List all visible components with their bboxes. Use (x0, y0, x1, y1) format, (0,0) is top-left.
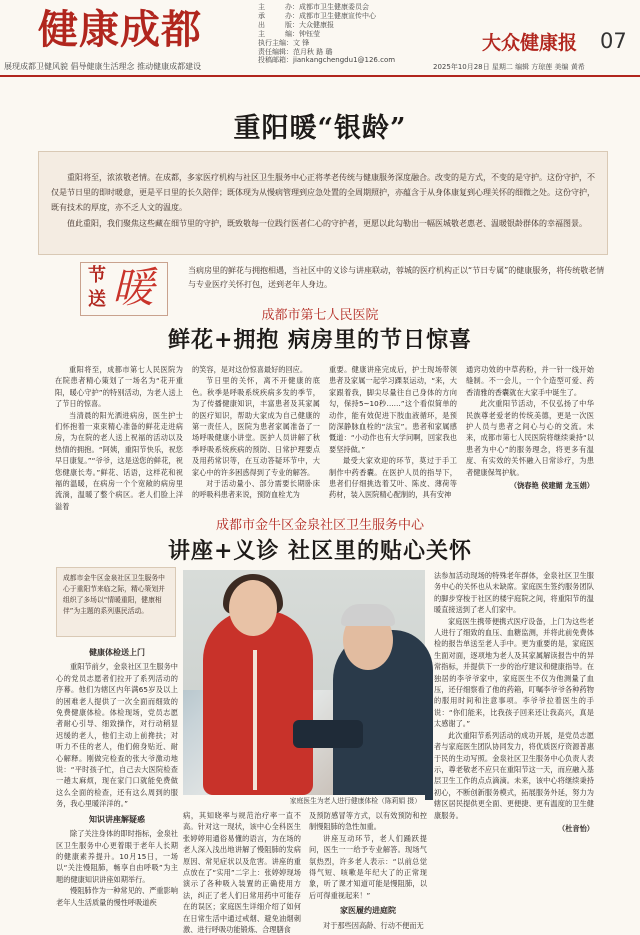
intro-text (51, 170, 595, 231)
credit-row: 责任编辑：范月秋 路 璐 (258, 47, 333, 56)
paragraph: 病，其知晓率与规范治疗率一直不高。针对这一现状，该中心全科医生张婷婷用通俗易懂的语言，为在场的老人深入浅出地讲解了慢阻肺的发病原因、常见症状以及危害。讲座的重点放在了“实用”二字上：张婷婷现场演示了各种吸入装置的正确使用方法，纠正了老人们日常用药中可能存在的误区；家庭医生详细介绍了如何在日常生活中通过戒烟、避免油烟刺激、进行呼吸功能锻炼、合理膳食 (183, 811, 301, 935)
subheading: 知识讲座解疑惑 (89, 814, 145, 824)
paragraph: 的笑容，是对这份惊喜最好的回应。 (192, 365, 308, 374)
article1-title: 鲜花+拥抱 病房里的节日惊喜 (167, 327, 473, 353)
paragraph: 通窍功效的中草药粉，并一针一线开始缝制。不一会儿，一个个造型可爱、药香清雅的香囊就在大家手中诞生了。 (466, 365, 594, 397)
photo-blood-pressure-cuff (293, 720, 363, 748)
paragraph: 重阳节前夕，金泉社区卫生服务中心的党员志愿者们拉开了系列活动的序幕。他们为辖区内年满65岁及以上的困难老人提供了一次全面而细致的免费健康体检。体检现场，党员志愿者耐心引导、细致操作，对行动稍显迟缓的老人，他们主动上前搀扶；对听力不佳的老人，他们俯身贴近、耐心解释。刚做完检查的张大爷激动地说：“平时孩子忙，自己去大医院检查一趟太麻烦，现在家门口就能免费做这么全面的检查，还有这么周到的服务，我心里暖洋洋的。” (56, 662, 178, 809)
intro-paragraph: 重阳将至，浓浓敬老情。在成都，多家医疗机构与社区卫生服务中心正将孝老传统与健康服务深度融合。改变的是方式，不变的是守护。这份守护，不仅是节日里的即时暖意，更是平日里的长久陪伴；既体现为从慢病管理到应急处置的全周期照护，亦蕴含于从身体康复到心理关怀的细微之处。这份守护，既有技术的厚度，亦不乏人文的温度。 (51, 173, 595, 213)
paragraph: 除了关注身体的即时指标，金泉社区卫生服务中心更着眼于老年人长期的健康素养提升。10月15日，一场以“关注慢阻肺，畅享自由呼吸”为主题的健康知识讲座如期举行。 (56, 829, 178, 884)
credit-row: 投稿邮箱：jiankangchengdu1@126.com (258, 56, 396, 65)
photo-vest-detail (253, 650, 257, 790)
paragraph: 及预防感冒等方式，以有效预防和控制慢阻肺的急性加重。 (309, 811, 427, 832)
paragraph: 法参加活动现场的特殊老年群体，金泉社区卫生服务中心的关怀也从未缺席。家庭医生签约服务团队的脚步穿梭于社区的楼宇庭院之间，将重阳节的温暖直接送到了老人们家中。 (434, 571, 594, 615)
paragraph: 慢阻肺作为一种常见的、严重影响老年人生活质量的慢性呼吸道疾 (56, 886, 178, 907)
credit-row: 主 办：成都市卫生健康委员会 (258, 3, 369, 11)
paragraph: 讲座互动环节，老人们踊跃提问，医生一一给予专业解答。现场气氛热烈，许多老人表示：“以前总觉得气短、咳嗽是年纪大了的正常现象，听了课才知道可能是慢阻肺，以后可得重视起来！” (309, 833, 427, 900)
article1-column (466, 364, 594, 491)
subheading: 家医履约进庭院 (340, 906, 396, 916)
paragraph: 重要。健康讲座完成后，护士现场带领患者及家属一起学习踝泵运动，“来，大家跟着我，脚尖尽量往自己身体的方向勾，保持5~10秒……”这个看似简单的动作，能有效促进下肢血液循环，是预防深静脉血栓的“法宝”。患者和家属感慨道：“小动作也有大学问啊，回家我也要坚持做。” (329, 365, 457, 454)
article1-column (192, 364, 320, 501)
article2-kicker: 成都市金牛区金泉社区卫生服务中心 (215, 518, 424, 533)
page-headline: 重阳暖“银龄” (233, 113, 407, 144)
photo-doctor-figure (203, 610, 313, 795)
credit-row: 出 版：大众健康报 (258, 20, 334, 29)
photo-patient-hair (341, 604, 395, 626)
paragraph: 对于那些因高龄、行动不便而无 (323, 920, 424, 930)
newspaper-logo: 大众健康报 (482, 32, 578, 54)
byline: （杜音怡） (558, 823, 594, 833)
credit-row: 执行主编：文 锋 (258, 38, 310, 47)
article2-column (56, 643, 178, 908)
section-tagline: 展现成都卫健风貌 倡导健康生活理念 推动健康成都建设 (4, 62, 202, 71)
article2-lede: 成都市金牛区金泉社区卫生服务中心于重阳节来临之际，精心策划并组织了多场以“情暖重阳，健康相伴”为主题的系列惠民活动。 (56, 567, 176, 637)
credit-row: 主 编：钟钰莹 (258, 29, 320, 38)
intro-box (38, 151, 608, 255)
credits-block (258, 3, 395, 65)
page-number: 07 (600, 29, 627, 53)
newspaper-section-title: 健康成都 (38, 7, 202, 53)
masthead-divider (0, 75, 640, 77)
photo-doctor-head (229, 580, 277, 636)
issue-date-editors: 2025年10月28日 星期二 编辑 方琼莲 美编 黄希 (433, 63, 585, 71)
subheading: 健康体检送上门 (89, 648, 145, 657)
badge-big-char: 暖 (112, 263, 155, 312)
news-photo (183, 570, 425, 795)
article2-column (434, 570, 594, 834)
intro-paragraph: 值此重阳，我们聚焦这些藏在细节里的守护，既致敬每一位践行医者仁心的守护者，更愿以此勾勒出一幅医城敬老惠老、温暖银龄群体的幸福图景。 (67, 218, 587, 228)
byline: （饶春艳 侯建媚 龙玉娟） (509, 481, 594, 491)
badge-char: 送 (88, 289, 106, 310)
paragraph: 对于活动量小、部分需要长期卧床的呼吸科患者来说，预防血栓尤为 (192, 479, 320, 500)
paragraph: 节日里的关怀，离不开健康的底色。秋季是呼吸系统疾病多发的季节，为了传播健康知识，丰富患者及其家属的医疗知识，帮助大家成为自己健康的第一责任人，医院为患者家属准备了一场呼吸健康小讲堂。医护人员讲解了秋季呼吸系统疾病的预防、日常护理要点及用药常识等，在互动答疑环节中，大家心中的许多困惑得到了专业的解答。 (192, 376, 320, 477)
paragraph: 当清晨的阳光洒进病房，医生护士们怀抱着一束束精心准备的鲜花走进病房，为在院的老人送上祝福的活动以及热情的拥抱。“阿姨，重阳节快乐，祝您早日康复。”“爷爷，这是送您的鲜花，祝您健康长寿。”鲜花、话语，这样花和祝福的温暖，在病房一个个宽敞的病房里流淌，温暖了整个病区。老人们脸上洋溢着 (55, 410, 183, 511)
paragraph: 家庭医生携带便携式医疗设备，上门为这些老人进行了细致的血压、血糖监测，并将此前免费体检的报告单送至老人手中。更为重要的是，家庭医生面对面，逐项地为老人及其家属解读报告中的异常指标，并提供下一步的治疗建议和健康指导。在独居的李爷爷家中，家庭医生不仅为他测量了血压，还仔细察看了他的药箱，叮嘱李爷爷各种药物的服用时间和注意事项。李爷爷拉着医生的手说：“你们能来，比我孩子回来还让我高兴，真是太感谢了。” (434, 616, 594, 729)
paragraph: 此次重阳节活动，不仅弘扬了中华民族尊老爱老的传统美德，更是一次医护人员与患者之间心与心的交流。未来，成都市第七人民医院将继续秉持“以患者为中心”的服务理念，将更多有温度、有实效的关怀融入日常诊疗，为患者健康保驾护航。 (466, 399, 594, 477)
article2-column (309, 810, 427, 931)
festival-summary: 当病房里的鲜花与拥抱相遇，当社区中的义诊与讲座联动，蓉城的医疗机构正以“节日专属”的健康服务，将传统敬老情与专业医疗关怀打包，送到老年人身边。 (188, 266, 605, 289)
paragraph: 最受大家欢迎的环节，莫过于手工制作中药香囊。在医护人员的指导下，患者们仔细挑选着艾叶、陈皮、薄荷等药材，装入医院精心配制的，具有安神 (329, 456, 457, 500)
article1-kicker: 成都市第七人民医院 (261, 308, 379, 323)
article2-column (183, 810, 301, 935)
article1-column (55, 364, 183, 512)
masthead (0, 0, 640, 78)
credit-row: 承 办：成都市卫生健康宣传中心 (258, 11, 376, 20)
paragraph: 此次重阳节系列活动的成功开展，是党员志愿者与家庭医生团队协同发力，将优质医疗资源普惠于民的生动写照。金泉社区卫生服务中心负责人表示，尊老敬老不应只在重阳节这一天，而应融入基层卫生工作的点点滴滴。未来，该中心将继续秉持初心，不断创新服务模式，拓展服务外延，努力为辖区居民提供更全面、更便捷、更有温度的卫生健康服务。 (434, 730, 594, 820)
article1-column (329, 364, 457, 501)
photo-caption: 家庭医生为老人进行健康体检（陈莉娟 摄） (183, 795, 425, 807)
article2-title: 讲座+义诊 社区里的贴心关怀 (167, 538, 473, 564)
badge-char: 节 (88, 265, 106, 286)
paragraph: 重阳将至，成都市第七人民医院为在院患者精心策划了一场名为“花开重阳，暖心守护”的特别活动，为老人送上了节日的惊喜。 (55, 365, 183, 409)
